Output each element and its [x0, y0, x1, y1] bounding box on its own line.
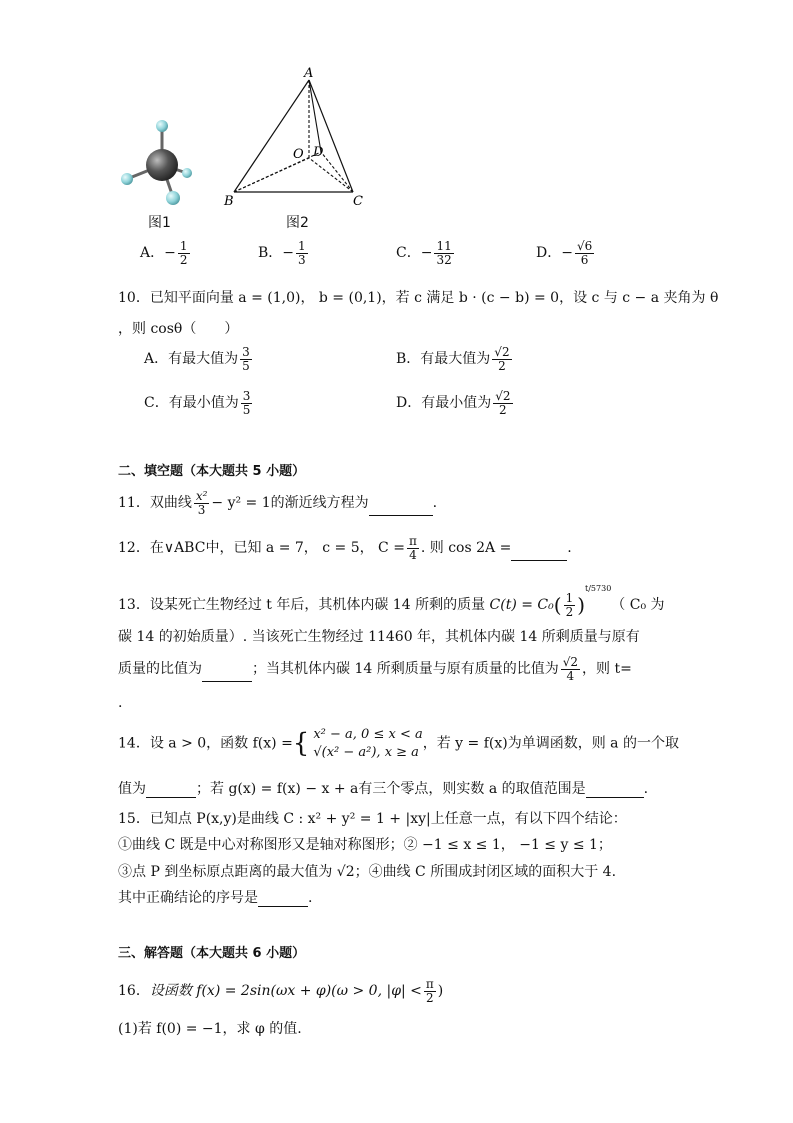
q10-line1: 10．已知平面向量 a = (1,0)， b = (0,1)，若 c 满足 b · (c − b) = 0，设 c 与 c − a 夹角为 θ	[118, 290, 719, 306]
q14-answer-blank-1[interactable]	[146, 783, 196, 798]
figure-1-caption: 图1	[148, 215, 171, 231]
label-A: A	[304, 66, 314, 81]
label-O: O	[293, 147, 304, 162]
q9-option-d[interactable]: D．− $\frac{√6}{6}$	[536, 239, 593, 267]
q15-line4: 其中正确结论的序号是 .	[118, 890, 313, 906]
q13-line1: 13．设某死亡生物经过 t 年后，其机体内碳 14 所剩的质量 C(t) = C₀( $\frac{1}{2}$ )$^{t/5730}$（ C₀ 为	[118, 584, 665, 619]
q14-line2: 值为 ；若 g(x) = f(x) − x + a有三个零点，则实数 a 的取值范围是 .	[118, 781, 649, 797]
q10-option-a[interactable]: A．有最大值为 $\frac{3}{5}$	[144, 345, 250, 373]
figure-1-molecule	[115, 115, 215, 215]
q13-line3: 质量的比值为 ；当其机体内碳 14 所剩质量与原有质量的比值为 $\frac{√2}{4}$ ，则 t=	[118, 655, 632, 683]
q10-option-d[interactable]: D．有最小值为 $\frac{√2}{2}$	[396, 389, 511, 417]
q10-line2: ，则 cosθ（ ）	[118, 321, 239, 337]
q12-answer-blank[interactable]	[511, 546, 567, 561]
label-D: D	[313, 145, 324, 160]
q13-line4: .	[118, 695, 123, 711]
q11: 11．双曲线 $\frac{\text{x²}}{3}$ − y² = 1的渐近线方程为 .	[118, 489, 438, 517]
label-B: B	[224, 194, 234, 209]
q10-option-b[interactable]: B．有最大值为 $\frac{√2}{2}$	[396, 345, 510, 373]
figure-2-tetrahedron	[220, 62, 380, 212]
q13-line2: 碳 14 的初始质量）. 当该死亡生物经过 11460 年，其机体内碳 14 所剩质量与原有	[118, 629, 640, 645]
q13-answer-blank-1[interactable]	[202, 667, 252, 682]
section-3-heading: 三、解答题（本大题共 6 小题）	[118, 946, 306, 961]
q10-option-c[interactable]: C．有最小值为 $\frac{3}{5}$	[144, 389, 251, 417]
figure-2-caption: 图2	[286, 215, 309, 231]
q11-answer-blank[interactable]	[369, 501, 433, 516]
q15-answer-blank[interactable]	[258, 892, 308, 907]
q9-option-c[interactable]: C．− $\frac{11}{32}$	[396, 239, 452, 267]
q14-line1: 14．设 a > 0，函数 f(x) ={ x² − a, 0 ≤ x < a √(x² − a²), x ≥ a ，若 y = f(x)为单调函数，则 a 的一个取	[118, 727, 679, 760]
q15-line1: 15．已知点 P(x,y)是曲线 C : x² + y² = 1 + |xy|上任意一点，有以下四个结论：	[118, 811, 627, 827]
q16-sub1: (1)若 f(0) = −1，求 φ 的值.	[118, 1021, 302, 1037]
label-C: C	[353, 194, 363, 209]
section-2-heading: 二、填空题（本大题共 5 小题）	[118, 464, 306, 479]
q12: 12．在∨ABC中，已知 a = 7， c = 5， C = $\frac{\pi}{4}$ . 则 cos 2A = .	[118, 534, 572, 562]
q15-line3: ③点 P 到坐标原点距离的最大值为 √2；④曲线 C 所围成封闭区域的面积大于 4.	[118, 864, 617, 880]
q16-line1: 16．设函数 f(x) = 2sin(ωx + φ)(ω > 0, |φ| < $\frac{\pi}{2}$ )	[118, 977, 444, 1005]
q14-answer-blank-2[interactable]	[586, 783, 644, 798]
q9-option-b[interactable]: B．− $\frac{1}{3}$	[258, 239, 306, 267]
q15-line2: ①曲线 C 既是中心对称图形又是轴对称图形；② −1 ≤ x ≤ 1， −1 ≤ y ≤ 1；	[118, 837, 612, 853]
q9-option-a[interactable]: A．− $\frac{1}{2}$	[140, 239, 188, 267]
